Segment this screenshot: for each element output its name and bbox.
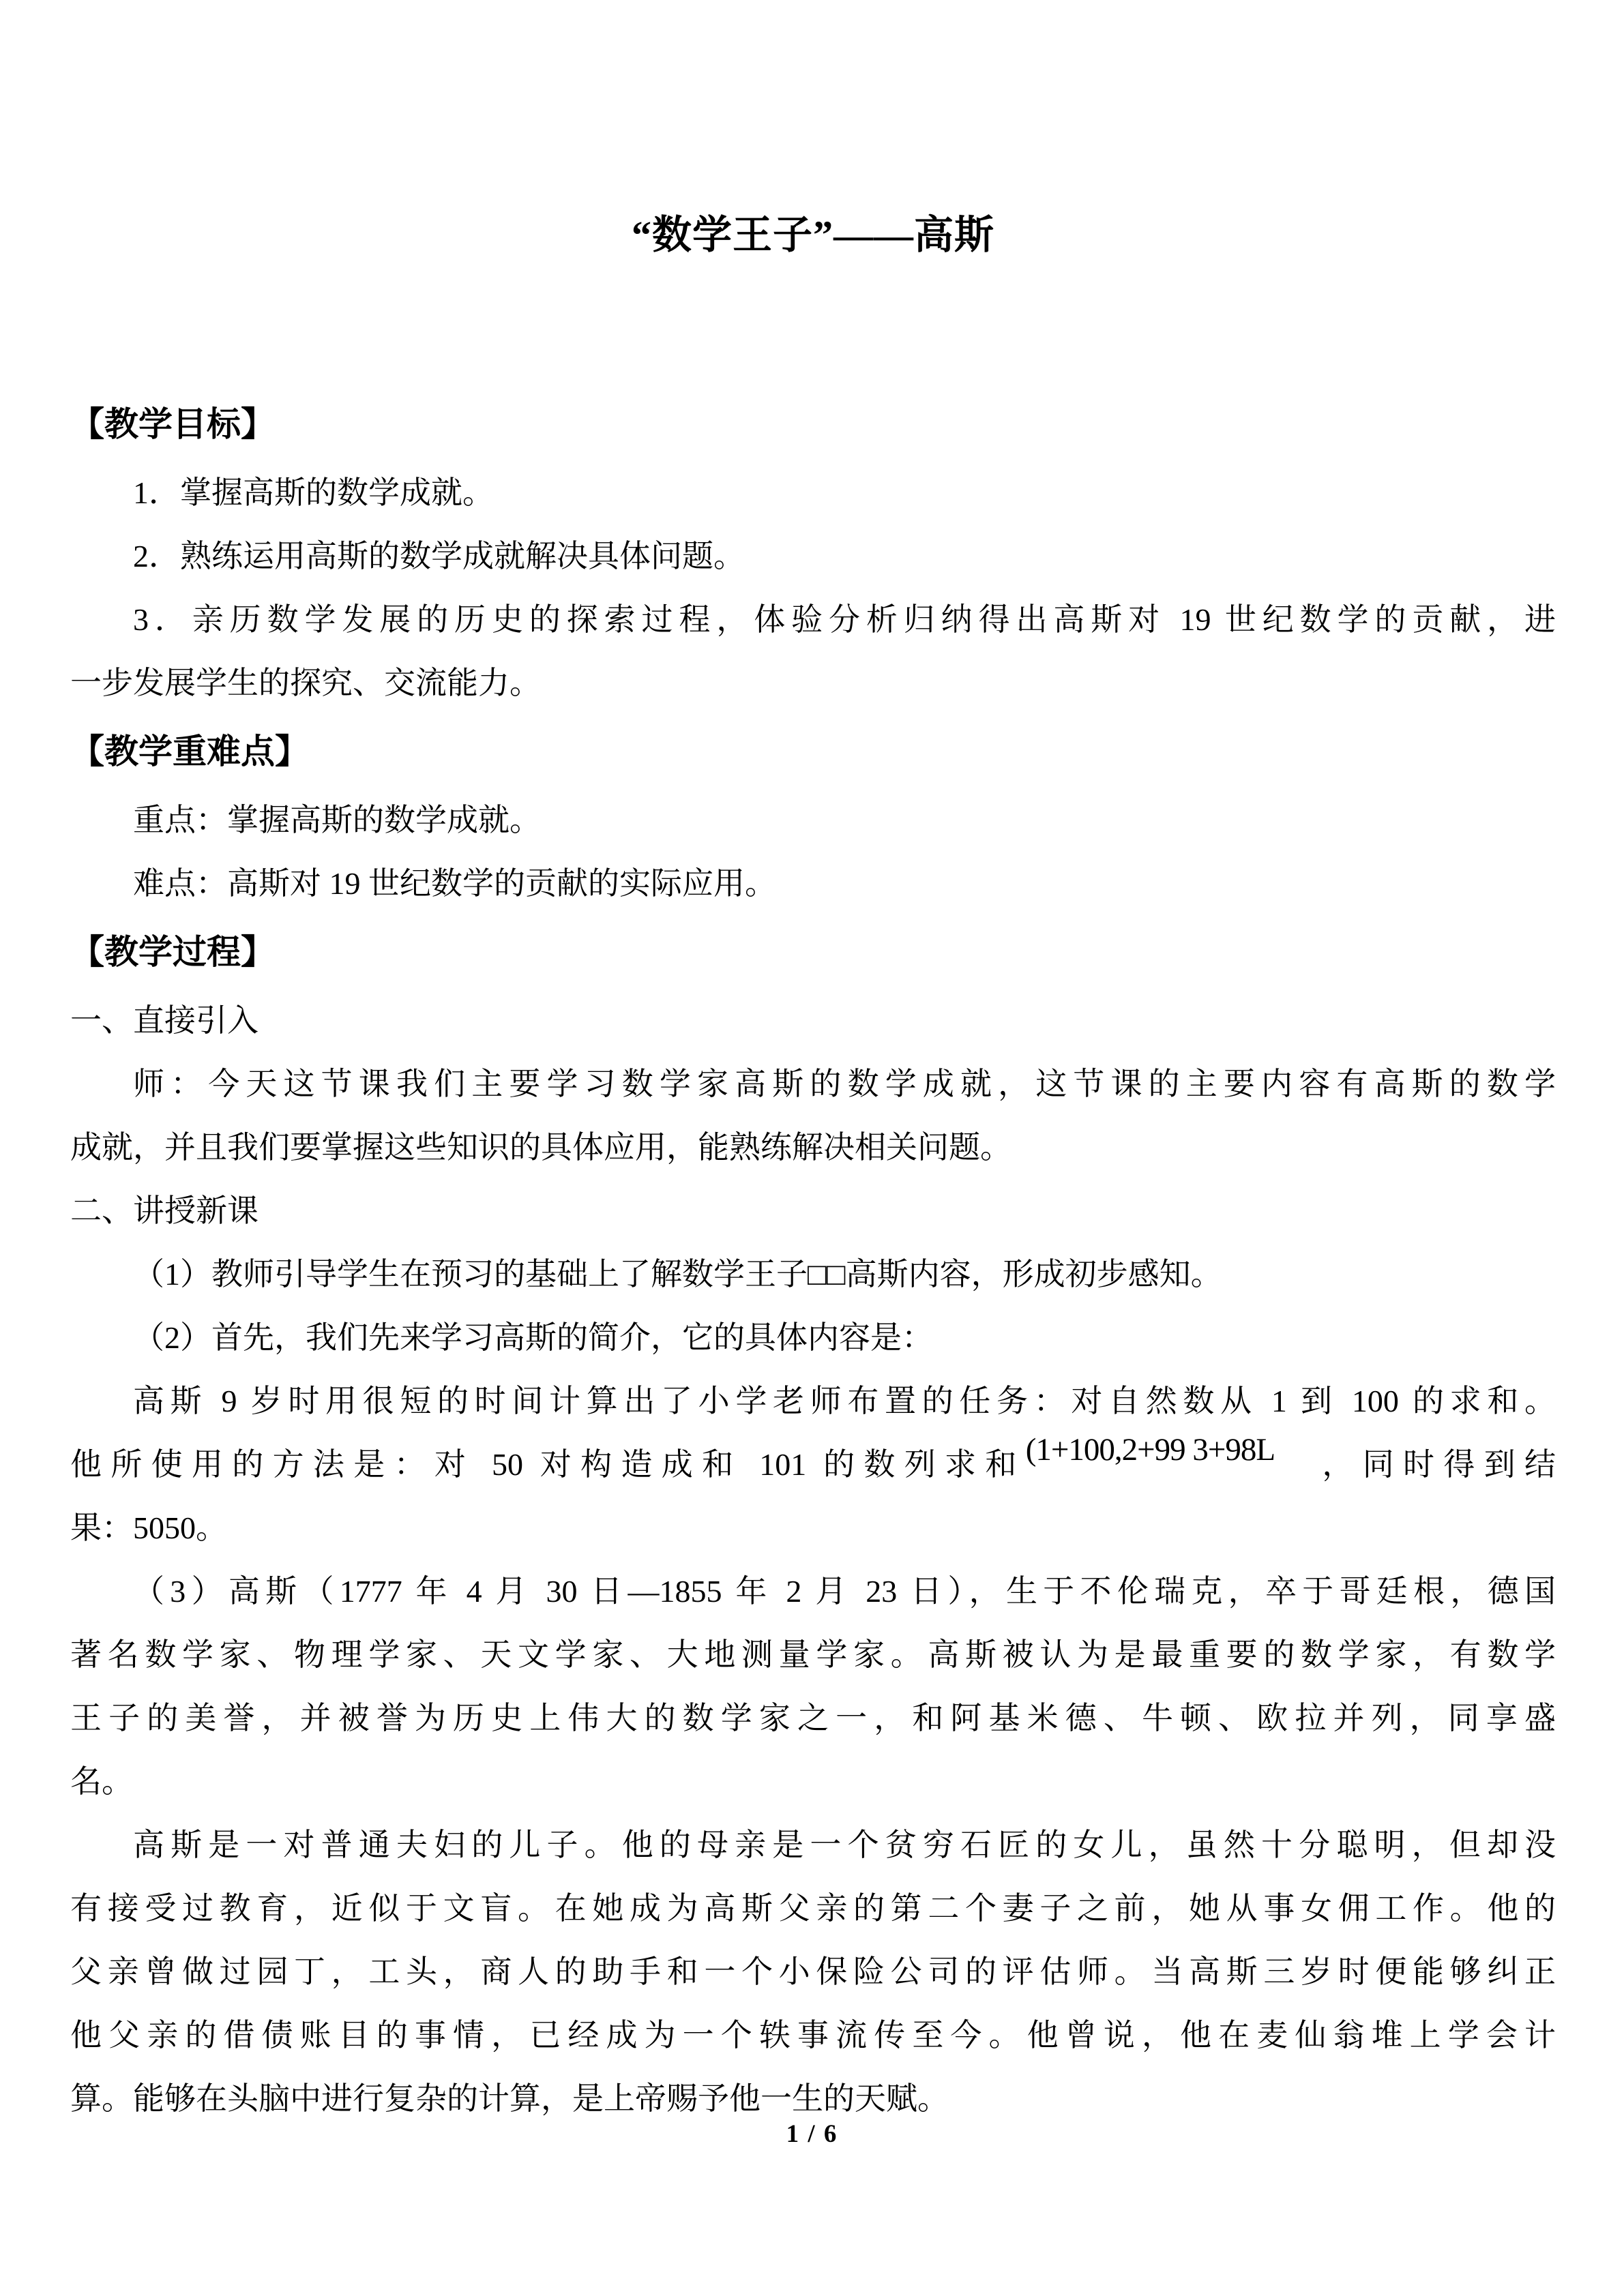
gauss-bio-line-4: 名。 [70,1764,133,1799]
gauss-family-line-3: 父亲曾做过园丁，工头，商人的助手和一个小保险公司的评估师。当高斯三岁时便能够纠正 [70,1954,1556,1989]
gauss-family-line-4: 他父亲的借债账目的事情，已经成为一个轶事流传至今。他曾说，他在麦仙翁堆上学会计 [70,2018,1556,2053]
page-number: 1 / 6 [786,2120,838,2148]
objective-item-1: 1．掌握高斯的数学成就。 [133,475,494,510]
process-step-1: （1）教师引导学生在预习的基础上了解数学王子□□高斯内容，形成初步感知。 [133,1257,1222,1292]
gauss-family-line-1: 高斯是一对普通夫妇的儿子。他的母亲是一个贫穷石匠的女儿，虽然十分聪明，但却没 [133,1828,1556,1862]
gauss-bio-line-3: 王子的美誉，并被誉为历史上伟大的数学家之一，和阿基米德、牛顿、欧拉并列，同享盛 [70,1701,1556,1735]
key-point-focus: 重点：掌握高斯的数学成就。 [133,803,541,837]
gauss-bio-line-2: 著名数学家、物理学家、天文学家、大地测量学家。高斯被认为是最重要的数学家，有数学 [70,1637,1556,1672]
gauss-family-line-5: 算。能够在头脑中进行复杂的计算，是上帝赐予他一生的天赋。 [70,2081,949,2116]
process-part1-line-1: 师：今天这节课我们主要学习数学家高斯的数学成就，这节课的主要内容有高斯的数学 [133,1067,1556,1101]
method-text-suffix: ，同时得到结 [1313,1447,1556,1482]
process-part1-line-2: 成就，并且我们要掌握这些知识的具体应用，能熟练解决相关问题。 [70,1130,1012,1165]
objective-item-3-line-1: 3．亲历数学发展的历史的探索过程，体验分析归纳得出高斯对 19 世纪数学的贡献，进 [133,602,1556,637]
gauss-bio-line-1: （3）高斯（1777 年 4 月 30 日—1855 年 2 月 23 日），生于不伦瑞克，卒于哥廷根，德国 [133,1574,1556,1609]
gauss-method-result-line: 果：5050。 [70,1510,227,1545]
gauss-family-line-2: 有接受过教育，近似于文盲。在她成为高斯父亲的第二个妻子之前，她从事女佣工作。他的 [70,1891,1556,1926]
sum-formula: (1+100,2+99 3+98L [1025,1432,1275,1467]
heading-key-points: 【教学重难点】 [70,732,309,771]
process-part1-title: 一、直接引入 [70,1003,259,1038]
method-text-prefix: 他所使用的方法是：对 50 对构造成和 101 的数列求和 [70,1447,1026,1482]
key-point-difficulty: 难点：高斯对 19 世纪数学的贡献的实际应用。 [133,866,776,901]
objective-item-2: 2．熟练运用高斯的数学成就解决具体问题。 [133,539,745,573]
document-title: “数学王子”——高斯 [631,213,994,257]
heading-teaching-process: 【教学过程】 [70,933,275,971]
process-step-2: （2）首先，我们先来学习高斯的简介，它的具体内容是： [133,1320,933,1355]
gauss-intro-line-1: 高斯 9 岁时用很短的时间计算出了小学老师布置的任务：对自然数从 1 到 100 的求和。 [133,1384,1556,1418]
gauss-method-line [70,1433,1556,1496]
process-part2-title: 二、讲授新课 [70,1193,259,1228]
heading-teaching-objectives: 【教学目标】 [70,405,275,443]
objective-item-3-line-2: 一步发展学生的探究、交流能力。 [70,666,541,700]
